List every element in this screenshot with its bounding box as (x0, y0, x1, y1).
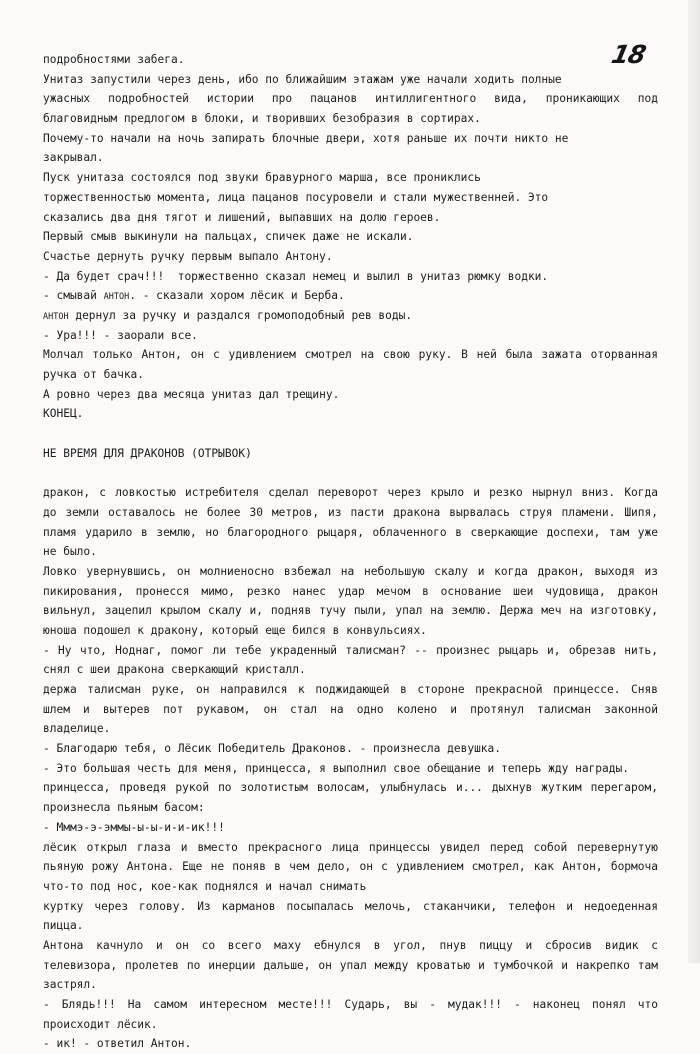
text-span: дернул за ручку и раздался громоподобный рев воды. (68, 308, 413, 322)
text-line: пицца. (43, 919, 84, 933)
text-line: дракон, с ловкостью истребителя сделал переворот через крыло и резко нырнул вниз. Когда (43, 486, 658, 500)
text-line: - Ну что, Ноднаг, помог ли тебе украденный талисман? -- произнес рыцарь и, обрезав нить, (43, 643, 658, 657)
text-line: юноша подошел к дракону, который еще бился в конвульсиях. (43, 623, 427, 637)
text-line: сказались два дня тягот и лишений, выпавших на долю героев. (43, 210, 441, 224)
text-line: - Блядь!!! На самом интересном месте!!! Сударь, вы - мудак!!! - наконец понял что (43, 998, 658, 1011)
text-line: Первый смыв выкинули на пальцах, спичек даже не искали. (43, 230, 414, 244)
text-line: владелице. (43, 722, 111, 736)
text-line: - Мммэ-э-эммы-ы-ы-и-и-ик!!! (43, 820, 225, 834)
text-line: лёсик открыл глаза и вместо прекрасного лица принцессы увидел перед собой перевернутую (43, 840, 658, 854)
text-line: ужасных подробностей истории про пацанов интиллигентного вида, проникающих под (43, 92, 658, 106)
text-line: КОНЕЦ. (43, 407, 84, 421)
text-line: пламя ударило в землю, но благородного рыцаря, облаченного в сверкающие доспехи, там уже (43, 525, 658, 539)
text-line (43, 286, 658, 306)
text-line: куртку через голову. Из карманов посыпалась мелочь, стаканчики, телефон и недоеденная (43, 899, 658, 913)
text-line: пикирования, пронесся мимо, резко нанес удар мечом в основание шеи чудовища, дракон (43, 584, 658, 598)
text-line: телевизора, пролетев по инерции дальше, он упал между кроватью и тумбочкой и накрепко там (43, 958, 658, 972)
text-span: . - сказали хором лёсик и Берба. (129, 289, 345, 303)
text-line: держа талисман руке, он направился к поджидающей в стороне прекрасной принцессе. Сняв (43, 683, 658, 696)
text-line (43, 306, 658, 326)
text-line: Антона качнуло и он со всего маху ебнулся в угол, пнув пиццу и сбросив видик с (43, 938, 658, 952)
text-line: Счастье дернуть ручку первым выпало Антону. (43, 249, 333, 263)
text-line: торжественностью момента, лица пацанов посуровели и стали мужественней. Это (43, 190, 549, 204)
text-line: произнесла пьяным басом: (43, 801, 205, 815)
text-line: принцесса, проведя рукой по золотистым волосам, улыбнулась и... дыхнув жутким перегаром, (43, 781, 658, 795)
section-title: НЕ ВРЕМЯ ДЛЯ ДРАКОНОВ (ОТРЫВОК) (43, 446, 252, 460)
page-text (43, 50, 658, 1054)
text-line: Пуск унитаза состоялся под звуки бравурного марша, все прониклись (43, 171, 481, 185)
text-line: шлем и вытерев пот рукавом, он стал на одно колено и протянул талисман законной (43, 702, 658, 716)
text-line: - Это большая честь для меня, принцесса, я выполнил свое обещание и теперь жду награды. (43, 761, 629, 775)
page-number: 18 (608, 40, 648, 69)
text-line: ручка от бачка. (43, 368, 145, 381)
text-line: снял с шеи дракона сверкающий кристалл. (43, 663, 306, 677)
text-line: - Да будет срач!!! торжественно сказал немец и вылил в унитаз рюмку водки. (43, 269, 549, 283)
text-line: вильнул, зацепил крылом скалу и, подняв тучу пыли, упал на землю. Держа меч на изготовку, (43, 604, 658, 618)
text-line: не было. (43, 545, 97, 559)
text-line: - ик! - ответил Антон. (43, 1037, 192, 1051)
small-caps-name: АНТОН (43, 311, 69, 322)
text-line: Молчал только Антон, он с удивлением смотрел на свою руку. В ней была зажата оторванная (43, 348, 658, 362)
text-line: А ровно через два месяца унитаз дал трещину. (43, 387, 340, 401)
text-line: пьяную рожу Антона. Еще не поняв в чем дело, он с удивлением смотрел, как Антон, бормоча (43, 860, 658, 874)
small-caps-name: АНТОН (103, 292, 130, 303)
text-line: закрывал. (43, 151, 104, 165)
paper-edge (688, 0, 700, 963)
text-line: Почему-то начали на ночь запирать блочные двери, хотя раньше их почти никто не (43, 131, 569, 145)
text-line: что-то под нос, кое-как поднялся и начал снимать (43, 879, 367, 893)
text-span: - смывай (43, 289, 104, 303)
text-line: благовидным предлогом в блоки, и творивших безобразия в сортирах. (43, 112, 481, 126)
text-line: подробностями забега. (43, 53, 185, 66)
text-line: происходит лёсик. (43, 1017, 158, 1031)
text-line: - Благодарю тебя, о Лёсик Победитель Драконов. - произнесла девушка. (43, 742, 502, 756)
text-line: Ловко увернувшись, он молниеносно взбежал на небольшую скалу и когда дракон, выходя из (43, 564, 658, 578)
text-line: - Ура!!! - заорали все. (43, 328, 198, 342)
text-line: Унитаз запустили через день, ибо по ближайшим этажам уже начали ходить полные (43, 72, 562, 86)
text-line: застрял. (43, 978, 97, 992)
text-line: до земли оставалось не более 30 метров, из пасти дракона вырвалась струя пламени. Шипя, (43, 505, 658, 519)
